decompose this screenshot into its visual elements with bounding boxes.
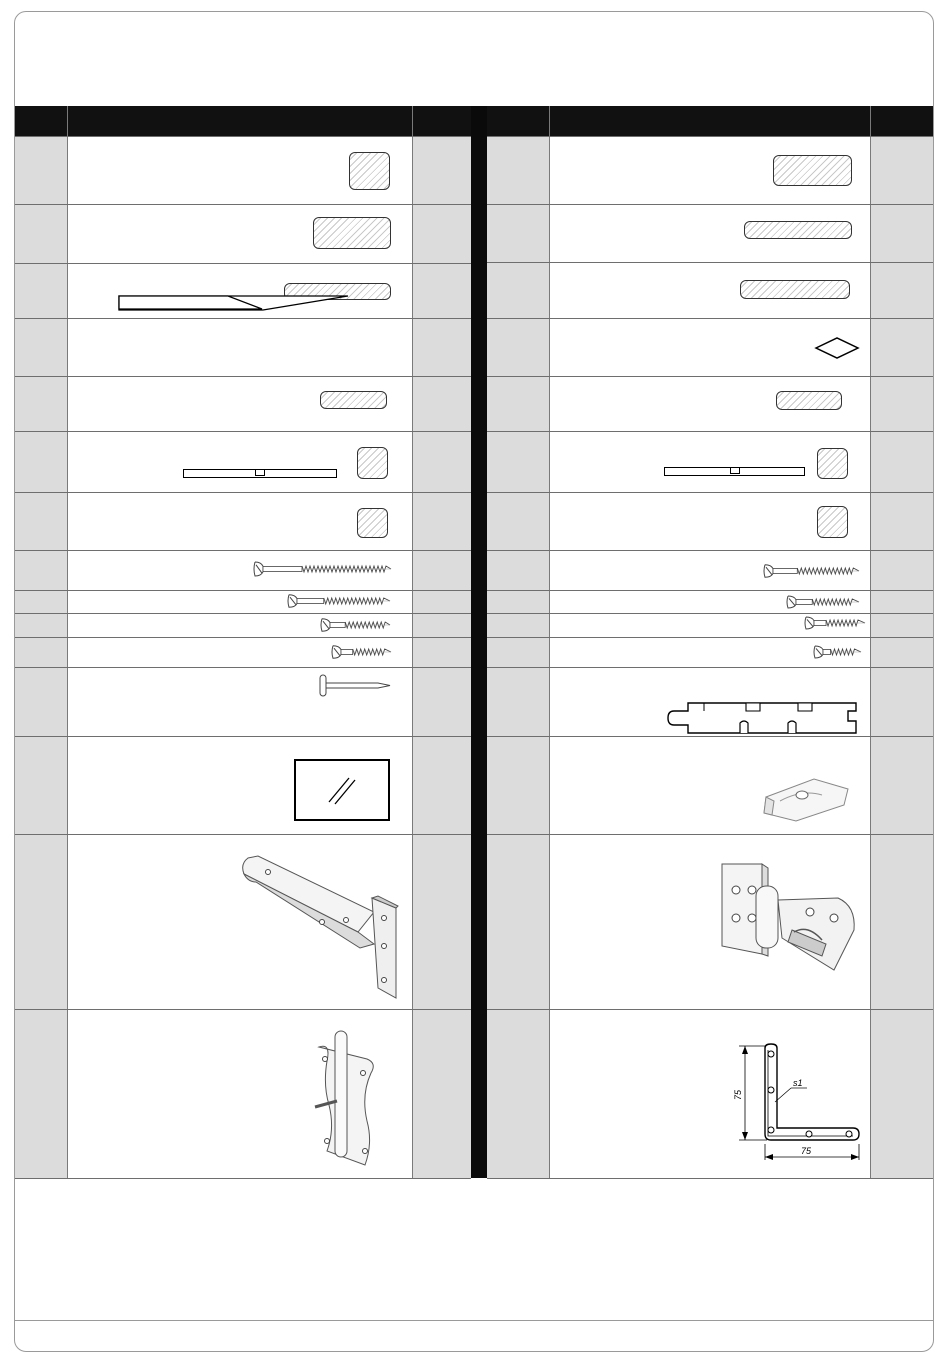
long-screw-icon — [763, 562, 861, 580]
row-rule — [487, 834, 933, 835]
row-rule — [487, 637, 933, 638]
notched-beam-icon — [183, 469, 337, 478]
long-screw-icon — [253, 559, 393, 579]
row-rule — [487, 613, 933, 614]
column-rule — [67, 106, 68, 1178]
diamond-profile-icon — [815, 337, 859, 359]
row-rule — [15, 492, 471, 493]
short-screw-icon — [331, 643, 393, 661]
square-hatched-profile-icon — [349, 152, 390, 190]
bracket-height-label: 75 — [733, 1089, 743, 1100]
short-screw-icon — [804, 615, 867, 631]
square-hatched-profile-icon — [357, 508, 388, 538]
tongue-groove-board-icon — [666, 701, 858, 735]
right-table-header — [487, 106, 933, 136]
turn-button-icon — [752, 775, 854, 823]
short-screw-icon — [813, 644, 863, 660]
screw-icon — [287, 592, 392, 610]
row-rule — [15, 376, 471, 377]
row-rule — [487, 262, 933, 263]
left-table-header — [15, 106, 471, 136]
tee-hinge-icon — [238, 852, 400, 1000]
screw-icon — [786, 594, 861, 610]
small-hatched-profile-icon — [776, 391, 842, 410]
bracket-width-label: 75 — [801, 1146, 812, 1156]
wide-hatched-profile-icon — [773, 155, 852, 186]
notched-beam-icon — [664, 467, 805, 476]
rect-hatched-profile-icon — [313, 217, 391, 249]
row-rule — [487, 1009, 933, 1010]
row-rule — [487, 376, 933, 377]
row-rule — [487, 204, 933, 205]
footer-rule — [15, 1320, 933, 1321]
row-rule — [487, 1178, 933, 1179]
angle-bracket-icon — [731, 1042, 861, 1164]
row-rule — [15, 318, 471, 319]
row-rule — [487, 736, 933, 737]
row-rule — [15, 1178, 471, 1179]
right-qty-column — [870, 136, 933, 1178]
bracket-thickness-label: s1 — [793, 1078, 803, 1088]
column-rule — [549, 106, 550, 1178]
row-rule — [15, 1009, 471, 1010]
row-rule — [15, 550, 471, 551]
square-hatched-profile-icon — [817, 448, 848, 479]
barrel-bolt-icon — [305, 1025, 387, 1169]
nail-icon — [320, 675, 392, 697]
row-rule — [15, 263, 471, 264]
row-rule — [487, 667, 933, 668]
column-rule — [870, 106, 871, 1178]
row-rule — [487, 136, 933, 137]
angled-cut-board-icon — [118, 295, 264, 311]
row-rule — [15, 613, 471, 614]
left-qty-column — [413, 136, 471, 1178]
thin-hatched-profile-icon — [740, 280, 850, 299]
glass-pane-icon — [294, 759, 390, 821]
center-divider — [471, 106, 487, 1178]
short-screw-icon — [320, 616, 392, 634]
square-hatched-profile-icon — [817, 506, 848, 538]
column-rule — [412, 106, 413, 1178]
right-id-column — [487, 136, 549, 1178]
square-hatched-profile-icon — [357, 447, 388, 479]
row-rule — [15, 637, 471, 638]
row-rule — [15, 136, 471, 137]
row-rule — [15, 590, 471, 591]
row-rule — [487, 590, 933, 591]
row-rule — [487, 492, 933, 493]
row-rule — [15, 431, 471, 432]
row-rule — [487, 431, 933, 432]
row-rule — [15, 736, 471, 737]
row-rule — [487, 550, 933, 551]
row-rule — [15, 204, 471, 205]
row-rule — [15, 834, 471, 835]
row-rule — [15, 667, 471, 668]
row-rule — [487, 318, 933, 319]
left-id-column — [15, 136, 68, 1178]
thin-hatched-profile-icon — [744, 221, 852, 239]
hasp-staple-icon — [718, 860, 862, 974]
small-hatched-profile-icon — [320, 391, 387, 409]
